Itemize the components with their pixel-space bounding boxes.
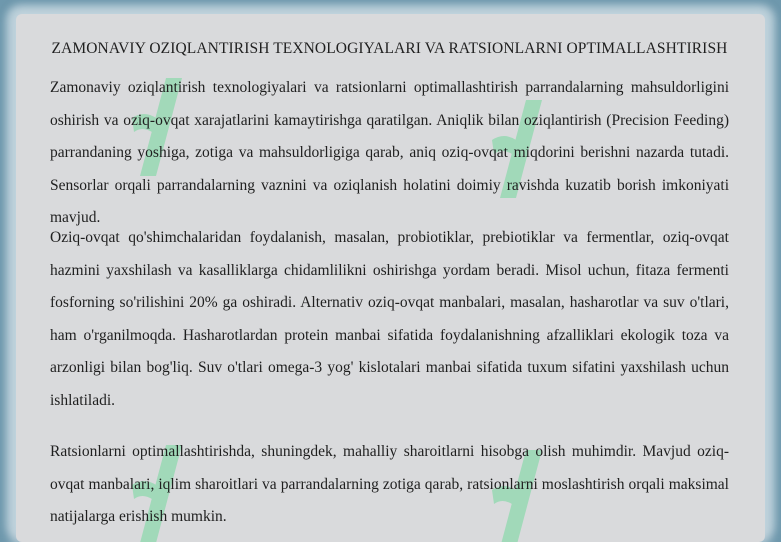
paragraph-2: Oziq-ovqat qo'shimchalaridan foydalanish, masalan, probiotiklar, prebiotiklar va fermentlar, oziq-ovqat hazmini yaxshilash va kasalliklarga chidamlilikni oshirishga yordam beradi. Misol uchun, fitaza fermenti fosforning so'rilishini 20% ga oshiradi. Alternativ oziq-ovqat manbalari, masalan, hasharotlar va suv o'tlari, ham o'rganilmoqda. Hasharotlardan protein manbai sifatida foydalanishning afzalliklari ekologik toza va arzonligi bilan bog'liq. Suv o'tlari omega-3 yog' kislotalari manbai sifatida tuxum sifatini yaxshilash uchun ishlatiladi. <box>50 229 729 409</box>
paragraph-3: Ratsionlarni optimallashtirishda, shuningdek, mahalliy sharoitlarni hisobga olish muhimdir. Mavjud oziq-ovqat manbalari, iqlim sharoitlari va parrandalarning zotiga qarab, ratsionlarni moslashtirish orqali maksimal natijalarga erishish mumkin. <box>50 443 729 525</box>
document-title: ZAMONAVIY OZIQLANTIRISH TEXNOLOGIYALARI VA RATSIONLARNI OPTIMALLASHTIRISH <box>51 40 728 57</box>
paragraph-1: Zamonaviy oziqlantirish texnologiyalari va ratsionlarni optimallashtirish parrandalarning mahsuldorligini oshirish va oziq-ovqat xarajatlarini kamaytirishga qaratilgan. Aniqlik bilan oziqlantirish (Precision Feeding) parrandaning yoshiga, zotiga va mahsuldorligiga qarab, aniq oziq-ovqat miqdorini berishni nazarda tutadi. Sensorlar orqali parrandalarning vaznini va oziqlanish holatini doimiy ravishda kuzatib borish imkoniyati mavjud. <box>50 79 729 226</box>
document-page <box>16 14 765 542</box>
